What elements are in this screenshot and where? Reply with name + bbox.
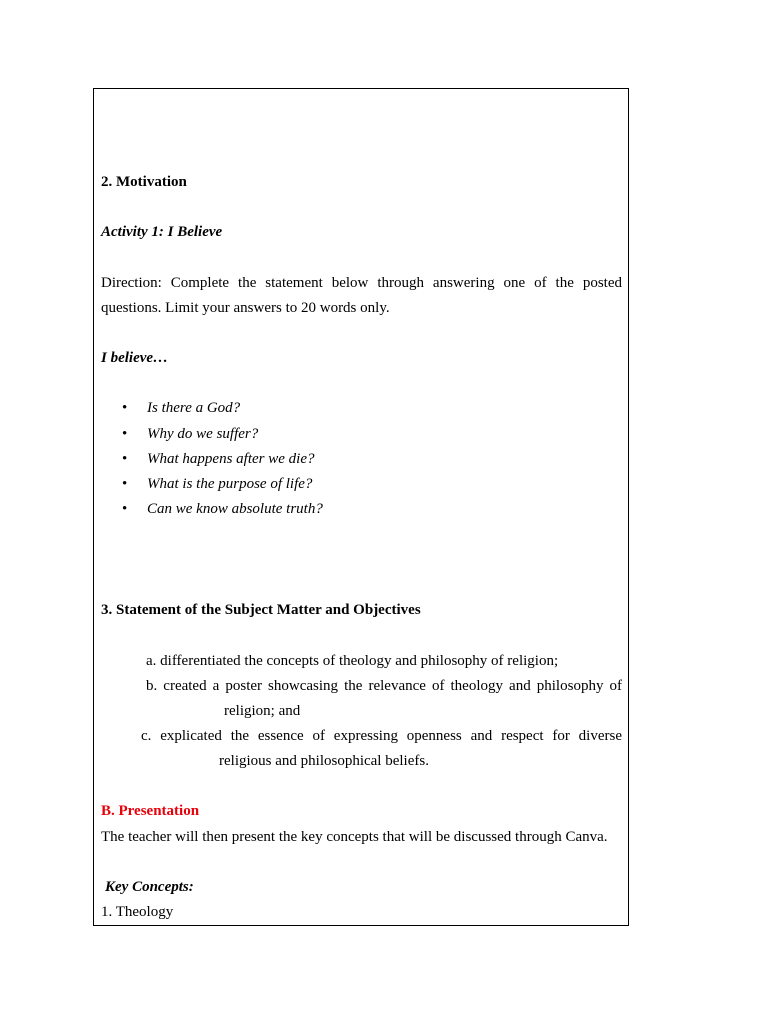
question-item: Can we know absolute truth? xyxy=(147,501,323,517)
key-concept-item: 1. Theology xyxy=(101,904,174,920)
question-item: Is there a God? xyxy=(147,400,241,416)
motivation-heading: 2. Motivation xyxy=(101,174,187,190)
objective-c-line-1: c. explicated the essence of expressing openness and respect for diverse xyxy=(141,728,622,744)
key-concepts-label: Key Concepts: xyxy=(105,879,194,895)
question-item: What is the purpose of life? xyxy=(147,476,313,492)
objective-c-line-2: religious and philosophical beliefs. xyxy=(219,753,429,769)
objective-b-line-1: b. created a poster showcasing the relevance of theology and philosophy of xyxy=(146,678,622,694)
bullet-icon: • xyxy=(122,451,128,467)
direction-line-2: questions. Limit your answers to 20 words only. xyxy=(101,300,390,316)
presentation-text: The teacher will then present the key concepts that will be discussed through Canva. xyxy=(101,829,608,845)
objective-b-line-2: religion; and xyxy=(224,703,301,719)
bullet-icon: • xyxy=(122,501,128,517)
bullet-icon: • xyxy=(122,476,128,492)
activity-title: Activity 1: I Believe xyxy=(101,224,223,240)
question-item: What happens after we die? xyxy=(147,451,315,467)
objective-a: a. differentiated the concepts of theology and philosophy of religion; xyxy=(146,653,559,669)
direction-line-1: Direction: Complete the statement below through answering one of the posted xyxy=(101,275,622,291)
question-item: Why do we suffer? xyxy=(147,426,259,442)
bullet-icon: • xyxy=(122,426,128,442)
presentation-heading: B. Presentation xyxy=(101,803,200,819)
bullet-icon: • xyxy=(122,400,128,416)
i-believe-prompt: I believe… xyxy=(101,350,169,366)
objectives-heading: 3. Statement of the Subject Matter and Objectives xyxy=(101,602,421,618)
